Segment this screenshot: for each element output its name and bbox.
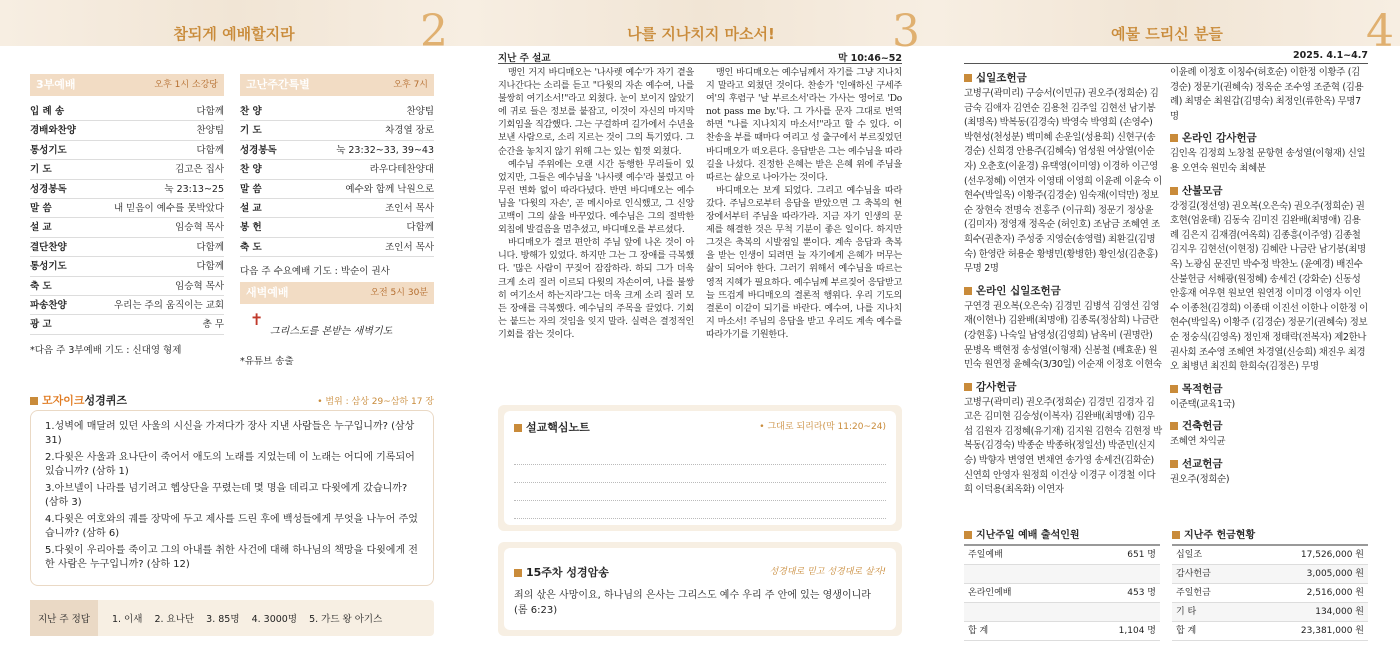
main-order-row-value: 임승혁 목사 xyxy=(175,280,224,292)
attend-row xyxy=(964,584,1160,603)
night-service-note: 다음 주 수요예배 기도 : 박순이 권사 xyxy=(240,266,390,278)
quiz-list xyxy=(45,420,419,572)
main-order-row-value: 다함께 xyxy=(196,144,224,156)
offering-category: 십일조헌금 xyxy=(964,70,1162,85)
main-order-row-label: 설 교 xyxy=(30,222,52,234)
main-order-row-value: 임승혁 목사 xyxy=(175,222,224,234)
offering-category: 온라인 십일조헌금 xyxy=(964,283,1162,298)
main-order-row-value: 눅 23:13~25 xyxy=(164,183,224,195)
sermon-label: 지난 주 설교 xyxy=(498,53,551,64)
main-order-row-value: 다함께 xyxy=(196,106,224,117)
page4-number: 4 xyxy=(1366,6,1394,57)
offering-names: 고병구(곽미리) 권오주(정희순) 김경민 김경자 김고은 김미현 김승성(이복자) 김완배(최명애) 김우섭 김원자 김정혜(유기재) 김지원 김현숙 김현정 박복동(김경숙) 박종순 박종하(정일선) 박준민(신지승) 박향자 변영연 변채연 송가영 송세건(김화순) 신연희 안영자 원정희 이건상 이경구 이경철 이다희 이덕용(최옥화) 이연자 xyxy=(964,396,1162,496)
money-row xyxy=(1172,565,1368,584)
money-row xyxy=(1172,546,1368,565)
main-order-row xyxy=(30,238,224,257)
main-order-row-label: 광 고 xyxy=(30,319,52,331)
night-order-row xyxy=(240,180,434,199)
offering-list-left xyxy=(964,64,1162,498)
attend-row xyxy=(964,546,1160,565)
night-order-row-label: 축 도 xyxy=(240,241,262,253)
night-order-row xyxy=(240,102,434,121)
money-row-value: 134,000 원 xyxy=(1315,607,1364,617)
main-order-row-label: 결단찬양 xyxy=(30,241,67,253)
attend-row xyxy=(964,565,1160,584)
offering-category: 목적헌금 xyxy=(1170,381,1368,396)
offering-list-right xyxy=(1170,64,1368,487)
main-order-row xyxy=(30,199,224,218)
offering-names: 조혜연 차익균 xyxy=(1170,436,1226,448)
main-order-row xyxy=(30,141,224,160)
main-order-row-value: 우리는 주의 움직이는 교회 xyxy=(113,299,224,311)
note-lines xyxy=(514,447,886,519)
offering-category: 감사헌금 xyxy=(964,379,1162,394)
attend-row-value: 453 명 xyxy=(1127,588,1156,598)
note-box xyxy=(498,405,902,531)
category-bullet-icon xyxy=(964,74,972,82)
main-order-row-label: 입 례 송 xyxy=(30,106,65,117)
attend-row-label: 합 계 xyxy=(968,626,989,636)
answer-text: 1. 이새 2. 요나단 3. 85명 4. 3000명 5. 가드 왕 아기스 xyxy=(111,614,383,625)
category-bullet-icon xyxy=(1170,187,1178,195)
sermon-ref: 막 10:46~52 xyxy=(838,53,902,64)
dawn-logo-text: 그리스도를 본받는 새벽기도 xyxy=(270,326,393,338)
night-order-row-label: 성경봉독 xyxy=(240,144,277,156)
quiz-item: 2.다윗은 사울과 요나단이 죽어서 애도의 노래를 지었는데 이 노래는 어디에 기록되어 있습니까? (삼하 1) xyxy=(45,452,415,477)
main-order-row-value: 찬양팀 xyxy=(196,125,224,137)
offering-names: 김인옥 김정희 노창철 문항현 송성열(이형재) 신일용 오연숙 원민숙 최혜분 xyxy=(1170,148,1366,174)
offering-names: 고병구(곽미리) 구승서(이민규) 권오주(정희순) 김금숙 김애자 김연순 김용천 김주일 김현선 남기봉(최명옥) 박복동(김경숙) 박영숙 박영희 (손영수) 박현성(천성분) 백미혜 손운일(성용희) 신현구(송경순) 신희경 안용주(김혜숙) 엄성원 여상열(이순자) 오춘호(이윤경) 유택영(이미영) 이경하 이근영(선우정혜) 이연자 이영태 이영희 이윤례 이윤숙 이현수(박일옥) 이황주(김경순) 임숙재(이덕만) 정보순 장현숙 전명숙 전홍주 (이규희) 정문기 정상윤(김미자) 정영재 정옥순 (허인호) 조남금 조혜연 조희수(권춘자) 주성중 지영순(송영렬) 최환길(김명숙) 한영란 허용순 황병민(황병한) 황인성(김춘홍) 무명 2명 xyxy=(964,88,1162,275)
dawn-logo xyxy=(240,310,434,346)
main-order-row xyxy=(30,277,224,296)
quiz-brand: 모자이크 xyxy=(42,394,85,407)
category-bullet-icon xyxy=(1170,422,1178,430)
money-row-value: 3,005,000 원 xyxy=(1306,569,1364,579)
note-title: 설교핵심노트 xyxy=(526,421,590,434)
quiz-answers xyxy=(30,600,434,636)
category-bullet-icon xyxy=(964,383,972,391)
attend-row-value: 1,104 명 xyxy=(1118,626,1156,636)
sermon-col1 xyxy=(498,67,694,342)
money-row-value: 23,381,000 원 xyxy=(1300,626,1364,636)
night-order-row-label: 설 교 xyxy=(240,202,262,214)
verse-sub: 성경대로 믿고 성경대로 살자! xyxy=(769,567,886,577)
attend-row-label: 온라인예배 xyxy=(968,588,1012,598)
night-order-row-value: 찬양팀 xyxy=(406,106,434,117)
page2-title: 참되게 예배할지라 xyxy=(173,25,295,43)
main-order-row-label: 경배와찬양 xyxy=(30,125,76,137)
night-order-row xyxy=(240,121,434,140)
main-order-row xyxy=(30,257,224,276)
sermon-rule xyxy=(498,63,902,64)
money-row-label: 합 계 xyxy=(1176,626,1197,636)
note-sub: • 그대로 되리라(막 11:20~24) xyxy=(759,422,886,432)
night-order-row-value: 차경열 장로 xyxy=(385,125,434,137)
main-order-row-label: 기 도 xyxy=(30,164,52,176)
main-order-row xyxy=(30,121,224,140)
verse-bullet-icon xyxy=(514,569,522,577)
night-order-row-value: 눅 23:32~33, 39~43 xyxy=(336,144,434,156)
quiz-item: 4.다윗은 여호와의 궤를 장막에 두고 제사를 드린 후에 백성들에게 무엇을 나누어 주었습니까? (삼하 6) xyxy=(45,514,418,539)
main-order-row-value: 다함께 xyxy=(196,261,224,273)
offering-names: 권오주(정희순) xyxy=(1170,473,1230,485)
attend-bullet-icon xyxy=(964,531,972,539)
category-bullet-icon xyxy=(1170,134,1178,142)
night-order-row-value: 조인서 목사 xyxy=(385,202,434,214)
page3-title: 나를 지나치지 마소서! xyxy=(627,25,775,43)
main-service-order xyxy=(30,102,224,335)
money-row-value: 2,516,000 원 xyxy=(1306,588,1364,598)
night-order-row-value: 라우다테찬양대 xyxy=(369,164,434,176)
night-order-row-value: 예수와 함께 낙원으로 xyxy=(345,183,434,195)
offering-names: 이윤례 이정호 이칭수(허호순) 이한정 이황주 (김경순) 정문기(권혜숙) 정옥순 조수영 조준혁 (김용례) 최명순 최원갑(김명숙) 최정인(류한옥) 무명7명 xyxy=(1170,67,1364,122)
main-service-block xyxy=(30,74,224,356)
night-order-row xyxy=(240,141,434,160)
main-order-row xyxy=(30,160,224,179)
main-order-row xyxy=(30,102,224,121)
cross-icon: ✝ xyxy=(250,310,264,330)
night-order-row xyxy=(240,160,434,179)
money-row-label: 십일조 xyxy=(1176,550,1203,560)
offering-date: 2025. 4.1~4.7 xyxy=(1293,50,1368,61)
money-row xyxy=(1172,584,1368,603)
verse-box xyxy=(498,542,902,636)
verse-title: 15주차 성경암송 xyxy=(526,566,609,579)
main-order-row xyxy=(30,218,224,237)
category-bullet-icon xyxy=(1170,460,1178,468)
page2-number: 2 xyxy=(420,6,448,57)
verse-text: 죄의 삯은 사망이요, 하나님의 은사는 그리스도 예수 우리 주 안에 있는 영생이니라 (롬 6:23) xyxy=(514,590,871,616)
night-order-row-value: 조인서 목사 xyxy=(385,241,434,253)
main-order-row-value: 내 믿음이 예수를 못박았다 xyxy=(113,202,224,214)
answer-label: 지난 주 정답 xyxy=(30,600,98,636)
offering-names: 강정길(정선영) 권오복(오은숙) 권오주(정희순) 권호현(엄윤태) 김동숙 김미진 김완배(최명애) 김용례 김은지 김재겸(여옥희) 김종흥(이주영) 김종철 김지우 김현선(이현정) 김혜란 나금란 남기봉(최명옥) 노광심 문진민 박수정 박찬노 (윤예경) 배진수 산불헌금 서해광(원정혜) 송세건 (강화순) 신동성 안홍재 여우현 원보연 원연정 이미경 이영자 이인수 이종천(김경희) 이종태 이진선 이한나 이한정 이현수(박일옥) 이황주 (김경순) 정문기(권혜숙) 정보순 정숭식(김영옥) 정인재 정태락(전복자) 제2한나권사회 조수영 조혜연 차경열(신승희) 채진우 최경오 최병년 최진희 한희숙(김정은) 무명 xyxy=(1170,200,1368,373)
offering-category: 산불모금 xyxy=(1170,183,1368,198)
sermon-paragraph: 예수님 주위에는 오랜 시간 동행한 무리들이 있었지만, 그들은 예수님을 '나사렛 예수'라 불렀고 아무런 변화 없이 따라다녔다. 반면 바디매오는 예수님을 '다윗의 자손', 곧 메시아로 인식했고, 그 신앙고백이 그의 삶을 바꾸었다. 예수님은 그의 절박한 외침에 발걸음을 멈추셨고, 바디매오를 부르셨다. xyxy=(498,159,694,236)
category-bullet-icon xyxy=(1170,385,1178,393)
night-service-bar: 고난주간특별 오후 7시 xyxy=(240,74,434,96)
offering-category: 선교헌금 xyxy=(1170,456,1368,471)
page4-title: 예물 드리신 분들 xyxy=(1111,25,1223,43)
offering-summary-table xyxy=(1172,526,1368,641)
attend-title: 지난주일 예배 출석인원 xyxy=(976,530,1080,541)
money-row-value: 17,526,000 원 xyxy=(1300,550,1364,560)
main-order-row xyxy=(30,180,224,199)
main-service-bar: 3부예배 오후 1시 소강당 xyxy=(30,74,224,96)
money-title: 지난주 헌금현황 xyxy=(1184,530,1256,541)
quiz-range: • 범위 : 삼상 29~삼하 17 장 xyxy=(317,397,434,407)
money-row-label: 주일헌금 xyxy=(1176,588,1211,598)
attend-row-label: 주일예배 xyxy=(968,550,1003,560)
attendance-table xyxy=(964,526,1160,641)
dawn-service-bar: 새벽예배 오전 5시 30분 xyxy=(240,282,434,304)
page2-header xyxy=(0,0,468,57)
quiz-header xyxy=(30,392,434,408)
night-order-row xyxy=(240,218,434,237)
night-order-row-label: 찬 양 xyxy=(240,164,262,176)
money-row xyxy=(1172,603,1368,622)
page3-number: 3 xyxy=(892,6,920,57)
night-service-order xyxy=(240,102,434,257)
sermon-paragraph: 바디매오가 결코 편안히 주님 앞에 나온 것이 아니다. 방해가 있었다. 하지만 그는 그 장애를 극복했다. '많은 사람이 꾸짖어 잠잠하라. 하되 그가 더욱 크게 소리 질러 이르되 다윗의 자손이여, 나를 불쌍히 여기소서 하는지라'그는 더욱 크게 소리 질러 모든 장애를 극복했다. 예수님의 주목을 끌었다. 기회는 붙드는 자의 것임을 잊지 말라. 실력은 결정적인 기회를 잡는 것이다. xyxy=(498,238,694,340)
offering-names: 이준택(교육1국) xyxy=(1170,398,1235,410)
main-order-row xyxy=(30,315,224,334)
quiz-bullet-icon xyxy=(30,397,38,405)
night-order-row xyxy=(240,199,434,218)
main-service-note: *다음 주 3부예배 기도 : 신대영 형제 xyxy=(30,344,182,356)
main-order-row-label: 파송찬양 xyxy=(30,299,67,311)
quiz-title: 성경퀴즈 xyxy=(84,394,128,407)
main-order-row xyxy=(30,296,224,315)
main-order-row-label: 말 씀 xyxy=(30,202,52,214)
dawn-note: *유튜브 송출 xyxy=(240,356,294,368)
night-order-row-label: 찬 양 xyxy=(240,106,262,117)
offering-names: 구연경 권오복(오은숙) 김경민 김병석 김영선 김영재(이현나) 김완배(최명애) 김종록(정삼희) 나금란(강현홍) 나숙일 남영성(김영희) 남옥비 (권명란) 문병옥 백현정 송성열(이형재) 신봉철 (배효운) 원민숙 원연정 윤혜숙(3/30일) 이순재 이정호 이현숙 xyxy=(964,300,1162,371)
quiz-item: 3.아브넬이 나라를 넘기려고 헵상단을 꾸렸는데 몇 명을 데리고 다윗에게 갔습니까? (삼하 3) xyxy=(45,483,408,508)
money-row xyxy=(1172,622,1368,641)
sermon-paragraph: 바디매오는 보게 되었다. 그리고 예수님을 따라갔다. 주님으로부터 응답을 받았으면 그 축복의 현장에서부터 주님을 따라가라. 지금 자기 인생의 문제를 해결한 것은 무척 기분이 좋은 일이다. 하지만 그것은 축복의 시발점일 뿐이다. 계속 응답과 축복을 받는 인생이 되려면 늘 자기에게 은혜가 머무는 삶이 되어야 한다. 그러기 위해서 예수님을 따르는 영적 지혜가 필요하다. 예수님께 부르짖어 응답받고 늘 뜨겁게 바디매오의 결론적 행위다. 우리 기도의 결론이 이같이 되기를 바란다. 예수여, 나를 지나치지 마소서! 주님의 응답을 받고 우리도 계속 예수를 따라가기를 기원한다. xyxy=(706,185,902,340)
sermon-paragraph: 맹인 바디매오는 예수님께서 자기를 그냥 지나치지 말라고 외쳤던 것이다. 찬송가 '인애하신 구세주여'의 후렴구 '날 부르소서'라는 가사는 영어로 'Do not pass me by.'다. 그 가사를 문자 그대로 번역하면 "나를 지나치지 마소서!"라고 할 수 있다. 이 찬송을 부를 때마다 여리고 성 출구에서 부르짖었던 바디매오가 떠오른다. 응답받은 그는 예수님을 따라 길을 나섰다. 진정한 은혜는 받은 은혜 위에 주님을 따르는 삶으로 나아가는 것이다. xyxy=(706,68,902,183)
night-order-row-label: 기 도 xyxy=(240,125,262,137)
money-row-label: 기 타 xyxy=(1176,607,1197,617)
night-service-block xyxy=(240,74,434,367)
note-bullet-icon xyxy=(514,424,522,432)
main-order-row-label: 축 도 xyxy=(30,280,52,292)
quiz-box xyxy=(30,410,434,586)
main-order-row-value: 총 무 xyxy=(202,319,224,331)
night-order-row xyxy=(240,238,434,257)
money-row-label: 감사헌금 xyxy=(1176,569,1211,579)
page3-header xyxy=(468,0,934,57)
main-order-row-label: 통성기도 xyxy=(30,261,67,273)
offering-category: 온라인 감사헌금 xyxy=(1170,130,1368,145)
main-order-row-value: 김고은 집사 xyxy=(175,164,224,176)
money-bullet-icon xyxy=(1172,531,1180,539)
night-order-row-label: 봉 헌 xyxy=(240,222,262,234)
night-order-row-label: 말 씀 xyxy=(240,183,262,195)
night-order-row-value: 다함께 xyxy=(406,222,434,234)
sermon-col2 xyxy=(706,67,902,342)
attend-row xyxy=(964,603,1160,622)
main-order-row-value: 다함께 xyxy=(196,241,224,253)
category-bullet-icon xyxy=(964,287,972,295)
main-order-row-label: 성경봉독 xyxy=(30,183,67,195)
quiz-item: 5.다윗이 우리아를 죽이고 그의 아내를 취한 사건에 대해 하나님의 책망을 다윗에게 전한 사람은 누구입니까? (삼하 12) xyxy=(45,545,418,570)
main-order-row-label: 통성기도 xyxy=(30,144,67,156)
attend-row-value: 651 명 xyxy=(1127,550,1156,560)
sermon-paragraph: 맹인 거지 바디매오는 '나사렛 예수'가 자기 곁을 지나간다는 소리를 듣고 "다윗의 자손 예수여, 나를 불쌍히 여기소서!"라고 외쳤다. 눈이 보이지 않았기에 귀로 들은 정보를 붙잡고, 이것이 자신의 마지막 기회임을 직감했다. 그는 구걸하며 길가에서 수년을 보낸 사람으로, 소리 지르는 것이 그의 특기였다. 그 순간을 놓치지 않기 위해 그는 있는 힘껏 외쳤다. xyxy=(498,68,694,157)
attend-row xyxy=(964,622,1160,641)
quiz-item: 1.성벽에 매달려 있던 사울의 시신을 가져다가 장사 지낸 사람들은 누구입니까? (삼상 31) xyxy=(45,421,415,446)
offering-category: 건축헌금 xyxy=(1170,418,1368,433)
